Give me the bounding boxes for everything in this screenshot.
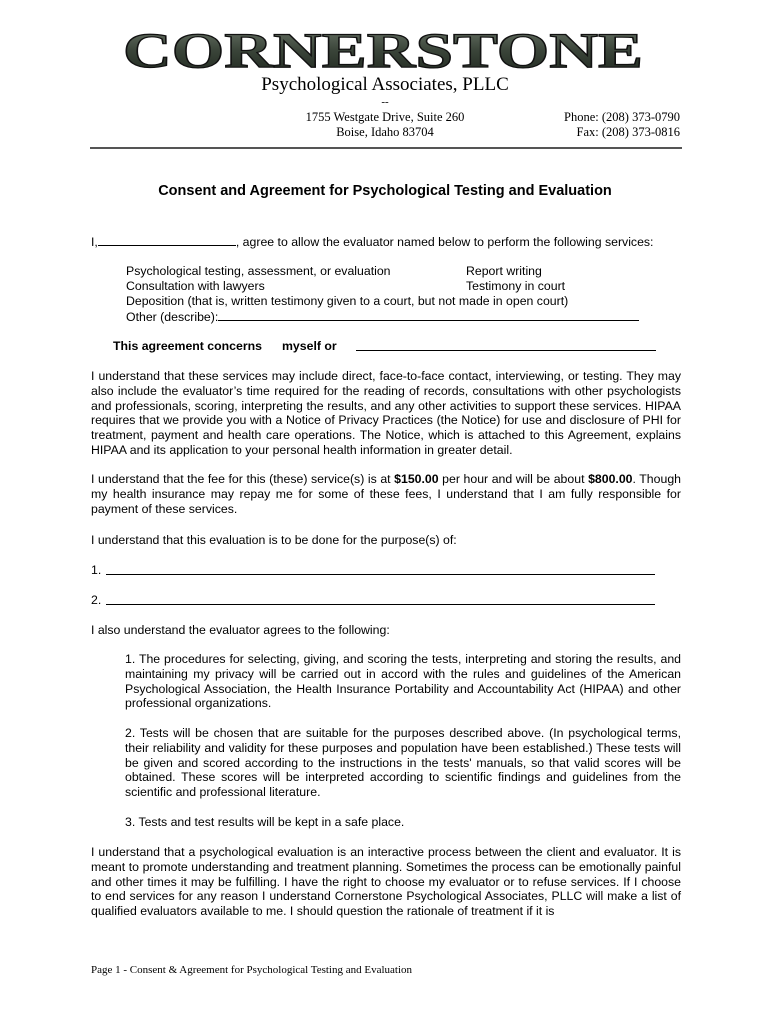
service-consultation: Consultation with lawyers	[126, 279, 265, 293]
purpose-intro: I understand that this evaluation is to be done for the purpose(s) of:	[91, 533, 457, 547]
myself-or-label: myself or	[282, 339, 337, 353]
service-other-line	[126, 309, 639, 325]
process-paragraph: I understand that a psychological evaluation is an interactive process between the client and evaluator. It is meant to promote understanding and treatment planning. Sometimes the process can be emotionally painful and other times it may be fulfilling. I have the right to choose my evaluator or to refuse services. If I choose to end services for any reason I understand Cornerstone Psychological Associates, PLLC will make a list of qualified evaluators available to me. I should question the rationale of treatment if it is	[91, 845, 681, 919]
service-testimony: Testimony in court	[466, 279, 566, 293]
firm-name: Psychological Associates, PLLC	[261, 74, 509, 95]
service-deposition: Deposition (that is, written testimony given to a court, but not made in open court)	[126, 294, 569, 308]
purpose-2-field[interactable]	[106, 593, 655, 605]
agreement-item-2: 2. Tests will be chosen that are suitable for the purposes described above. (In psychological terms, their reliability and validity for these purposes and population have been established.) These tests will be given and scored according to the instructions in the tests' manuals, so that valid scores will be obtained. These scores will be interpreted according to scientific findings and guidelines from the scientific and professional literature.	[125, 726, 681, 800]
service-other: Other (describe):	[126, 310, 219, 324]
cornerstone-logo	[118, 26, 648, 74]
concerns-name-field[interactable]	[356, 339, 656, 351]
other-describe-field[interactable]	[218, 309, 639, 321]
fax-number: Fax: (208) 373-0816	[576, 125, 680, 139]
address-line-1: 1755 Westgate Drive, Suite 260	[305, 110, 465, 124]
service-report-writing: Report writing	[466, 264, 542, 278]
fee-text-1: I understand that the fee for this (these) service(s) is at	[91, 472, 395, 486]
phone-number: Phone: (208) 373-0790	[564, 110, 680, 124]
service-psych-testing: Psychological testing, assessment, or evaluation	[126, 264, 391, 278]
fee-rate: $150.00	[394, 472, 439, 486]
intro-prefix: I,	[91, 235, 98, 249]
page-footer: Page 1 - Consent & Agreement for Psychological Testing and Evaluation	[91, 964, 413, 976]
agreement-item-3: 3. Tests and test results will be kept in a safe place.	[125, 815, 405, 829]
header-divider	[90, 147, 682, 149]
agreement-item-1: 1. The procedures for selecting, giving, and scoring the tests, interpreting and storing the results, and maintaining my privacy will be carried out in accord with the rules and guidelines of the American Psychological Association, the Health Insurance Portability and Accountability Act (HIPAA) and other professional organizations.	[125, 652, 681, 711]
purpose-1-label: 1.	[91, 563, 102, 577]
agreement-concerns-label: This agreement concerns	[113, 339, 262, 353]
fee-text-3: . Though my health insurance may repay me for some of these fees, I understand that I am fully responsible for payment of these services.	[91, 472, 681, 516]
fee-total: $800.00	[588, 472, 633, 486]
purpose-2-label: 2.	[91, 593, 102, 607]
client-name-field[interactable]	[98, 234, 236, 246]
logo-text: CORNERSTONE	[123, 26, 643, 74]
address-line-2: Boise, Idaho 83704	[336, 125, 434, 139]
services-understanding-paragraph: I understand that these services may include direct, face-to-face contact, interviewing, or testing. They may also include the evaluator’s time required for the reading of records, consultations with other psychologists and professionals, scoring, interpreting the results, and any other activities to support these services. HIPAA requires that we provide you with a Notice of Privacy Practices (the Notice) for use and disclosure of PHI for treatment, payment and health care operations. The Notice, which is attached to this Agreement, explains HIPAA and its application to your personal health information in greater detail.	[91, 369, 681, 457]
purpose-1-field[interactable]	[106, 563, 655, 575]
header-separator: --	[381, 96, 389, 108]
fee-paragraph	[91, 472, 681, 516]
intro-line	[91, 234, 653, 250]
document-title: Consent and Agreement for Psychological Testing and Evaluation	[158, 183, 612, 199]
agrees-intro: I also understand the evaluator agrees to the following:	[91, 623, 390, 637]
intro-suffix: , agree to allow the evaluator named below to perform the following services:	[235, 235, 654, 249]
fee-text-2: per hour and will be about	[438, 472, 589, 486]
